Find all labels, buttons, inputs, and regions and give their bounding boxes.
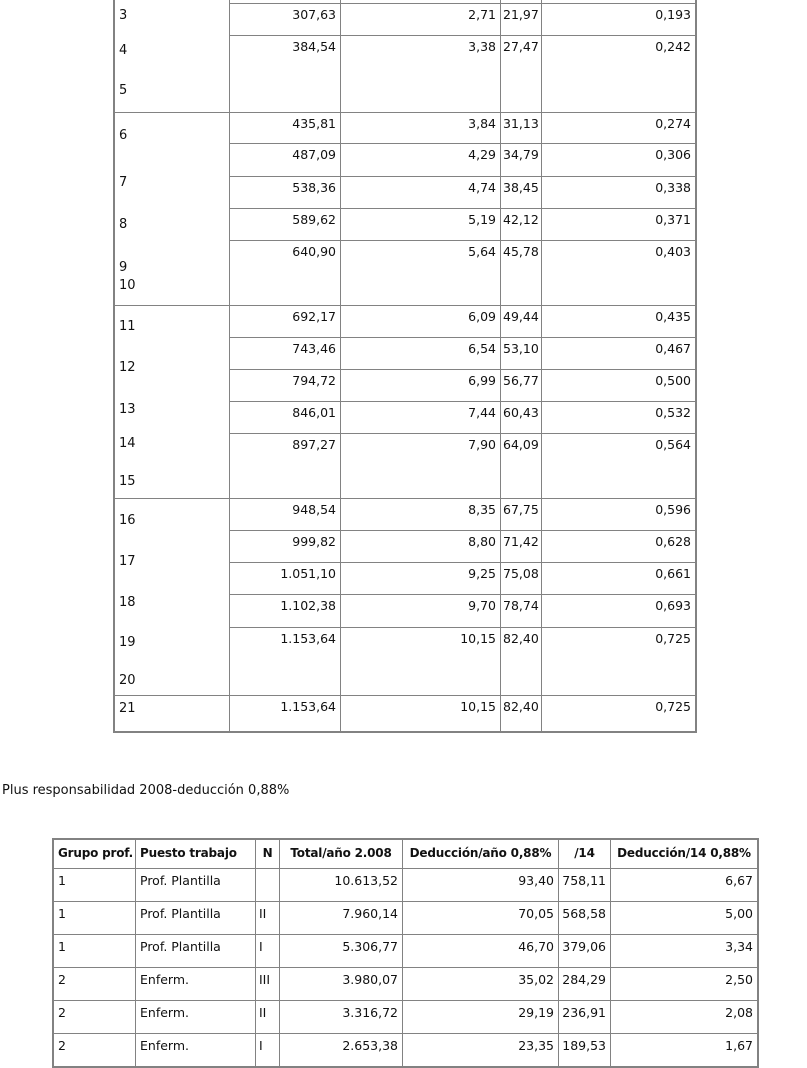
trienios-cell: 10,15 [340, 628, 500, 695]
trienios-row [230, 531, 695, 563]
trienios-cell: 6,54 [340, 338, 500, 369]
trienios-row-number: 16 [119, 513, 136, 528]
trienios-group [115, 0, 695, 112]
trienios-cell: 1.102,38 [280, 598, 336, 613]
plus-table-row [54, 868, 757, 901]
trienios-rows [230, 499, 695, 695]
trienios-row [230, 595, 695, 628]
trienios-row-number-column [115, 306, 230, 498]
plus-table-header-cell: Deducción/14 0,88% [610, 840, 757, 868]
trienios-cell: 45,78 [500, 241, 541, 305]
trienios-cell: 82,40 [500, 696, 541, 731]
trienios-cell: 0,403 [541, 241, 695, 305]
trienios-cell: 49,44 [500, 306, 541, 337]
trienios-cell: 435,81 [292, 116, 336, 131]
plus-table-cell: 35,02 [402, 968, 558, 1000]
trienios-row-number: 7 [119, 175, 128, 190]
trienios-cell: 7,90 [340, 434, 500, 498]
plus-table-cell: 5.306,77 [279, 935, 402, 967]
trienios-cell: 1.051,10 [280, 566, 336, 581]
trienios-rows [230, 113, 695, 305]
trienios-cell: 538,36 [292, 180, 336, 195]
trienios-cell: 0,693 [541, 595, 695, 627]
trienios-row-number: 6 [119, 128, 128, 143]
plus-table-cell [255, 869, 279, 901]
trienios-row-number: 4 [119, 43, 128, 58]
plus-table-cell: Prof. Plantilla [135, 902, 255, 934]
trienios-cell: 0,725 [541, 696, 695, 731]
plus-table [52, 838, 759, 1068]
plus-table-cell: 6,67 [610, 869, 757, 901]
trienios-cell: 846,01 [292, 405, 336, 420]
plus-table-cell: 568,58 [558, 902, 610, 934]
trienios-row-number-column [115, 499, 230, 695]
trienios-rows [230, 696, 695, 731]
trienios-row-number-column [115, 0, 230, 112]
trienios-cell: 53,10 [500, 338, 541, 369]
plus-table-cell: 1 [58, 873, 66, 888]
trienios-cell: 2,71 [340, 4, 500, 35]
trienios-row-number: 10 [119, 278, 136, 293]
trienios-group [115, 112, 695, 305]
trienios-row [230, 370, 695, 402]
plus-section-title: Plus responsabilidad 2008-deducción 0,88% [2, 783, 290, 798]
trienios-row-number: 15 [119, 474, 136, 489]
trienios-cell: 34,79 [500, 144, 541, 176]
trienios-row [230, 144, 695, 177]
trienios-row-number: 20 [119, 673, 136, 688]
plus-table-header-cell: Puesto trabajo [135, 840, 255, 868]
plus-table-header-cell: Grupo prof. [58, 846, 133, 860]
plus-table-cell: 46,70 [402, 935, 558, 967]
trienios-cell: 4,29 [340, 144, 500, 176]
trienios-cell: 27,47 [500, 36, 541, 112]
trienios-rows [230, 306, 695, 498]
trienios-cell: 0,371 [541, 209, 695, 240]
trienios-row-number: 13 [119, 402, 136, 417]
plus-table-cell: Enferm. [135, 968, 255, 1000]
trienios-cell: 0,564 [541, 434, 695, 498]
plus-table-cell: Prof. Plantilla [135, 935, 255, 967]
trienios-cell: 0,596 [541, 499, 695, 530]
plus-table-cell: 2.653,38 [279, 1034, 402, 1066]
trienios-cell: 999,82 [292, 534, 336, 549]
trienios-group [115, 695, 695, 731]
trienios-cell: 0,661 [541, 563, 695, 594]
trienios-cell: 589,62 [292, 212, 336, 227]
trienios-cell: 8,35 [340, 499, 500, 530]
trienios-row-number: 21 [119, 701, 136, 716]
trienios-cell: 9,25 [340, 563, 500, 594]
trienios-cell: 640,90 [292, 244, 336, 259]
plus-table-cell: 2,50 [610, 968, 757, 1000]
plus-table-cell: II [255, 902, 279, 934]
trienios-row [230, 628, 695, 695]
trienios-cell: 3,84 [340, 113, 500, 143]
trienios-row-number: 11 [119, 319, 136, 334]
plus-table-row [54, 1000, 757, 1033]
trienios-row-number-column [115, 696, 230, 731]
trienios-cell: 743,46 [292, 341, 336, 356]
trienios-cell: 60,43 [500, 402, 541, 433]
trienios-cell: 0,467 [541, 338, 695, 369]
trienios-cell: 0,193 [541, 4, 695, 35]
plus-table-cell: Enferm. [135, 1001, 255, 1033]
trienios-cell: 4,74 [340, 177, 500, 208]
trienios-cell: 78,74 [500, 595, 541, 627]
trienios-row [230, 36, 695, 112]
plus-table-row [54, 967, 757, 1000]
plus-table-cell: 379,06 [558, 935, 610, 967]
trienios-row-number: 8 [119, 217, 128, 232]
trienios-row-number: 17 [119, 554, 136, 569]
plus-table-cell: 3,34 [610, 935, 757, 967]
plus-table-cell: II [255, 1001, 279, 1033]
trienios-cell: 948,54 [292, 502, 336, 517]
trienios-cell: 71,42 [500, 531, 541, 562]
trienios-cell: 7,44 [340, 402, 500, 433]
trienios-group [115, 305, 695, 498]
trienios-cell: 0,274 [541, 113, 695, 143]
plus-table-cell: 70,05 [402, 902, 558, 934]
trienios-row [230, 434, 695, 498]
trienios-row-number: 9 [119, 260, 128, 275]
trienios-cell: 5,64 [340, 241, 500, 305]
trienios-cell: 42,12 [500, 209, 541, 240]
trienios-row [230, 241, 695, 305]
trienios-row-number: 18 [119, 595, 136, 610]
plus-table-cell: 1 [58, 939, 66, 954]
trienios-cell: 384,54 [292, 39, 336, 54]
plus-table-cell: III [255, 968, 279, 1000]
plus-table-cell: 236,91 [558, 1001, 610, 1033]
trienios-row-number: 19 [119, 635, 136, 650]
trienios-row [230, 338, 695, 370]
trienios-cell: 0,532 [541, 402, 695, 433]
trienios-row [230, 4, 695, 36]
plus-table-cell: 3.316,72 [279, 1001, 402, 1033]
plus-table-cell: 29,19 [402, 1001, 558, 1033]
trienios-cell: 6,99 [340, 370, 500, 401]
trienios-cell: 487,09 [292, 147, 336, 162]
trienios-row-number: 14 [119, 436, 136, 451]
trienios-cell: 0,500 [541, 370, 695, 401]
trienios-row [230, 209, 695, 241]
plus-table-cell: 2,08 [610, 1001, 757, 1033]
trienios-cell: 9,70 [340, 595, 500, 627]
plus-table-header-cell: /14 [558, 840, 610, 868]
trienios-cell: 794,72 [292, 373, 336, 388]
plus-table-cell: 7.960,14 [279, 902, 402, 934]
trienios-row [230, 113, 695, 144]
plus-table-cell: 758,11 [558, 869, 610, 901]
trienios-cell: 0,338 [541, 177, 695, 208]
trienios-cell: 0,306 [541, 144, 695, 176]
trienios-cell: 67,75 [500, 499, 541, 530]
plus-table-cell: 5,00 [610, 902, 757, 934]
trienios-row [230, 499, 695, 531]
plus-table-row [54, 1033, 757, 1066]
trienios-cell: 64,09 [500, 434, 541, 498]
trienios-cell: 0,242 [541, 36, 695, 112]
plus-table-cell: Enferm. [135, 1034, 255, 1066]
trienios-cell: 8,80 [340, 531, 500, 562]
trienios-row [230, 402, 695, 434]
trienios-table [113, 0, 697, 733]
trienios-cell: 1.153,64 [280, 699, 336, 714]
trienios-cell: 75,08 [500, 563, 541, 594]
plus-table-cell: 1,67 [610, 1034, 757, 1066]
trienios-row-number: 12 [119, 360, 136, 375]
trienios-row-number: 3 [119, 8, 128, 23]
plus-table-cell: 3.980,07 [279, 968, 402, 1000]
plus-table-header-cell: N [255, 840, 279, 868]
trienios-row [230, 177, 695, 209]
trienios-cell: 307,63 [292, 7, 336, 22]
trienios-cell: 38,45 [500, 177, 541, 208]
plus-table-cell: 10.613,52 [279, 869, 402, 901]
trienios-row [230, 306, 695, 338]
trienios-cell: 3,38 [340, 36, 500, 112]
trienios-group [115, 498, 695, 695]
trienios-row-number-column [115, 113, 230, 305]
trienios-rows [230, 0, 695, 112]
plus-table-cell: 2 [58, 1038, 66, 1053]
plus-table-cell: 189,53 [558, 1034, 610, 1066]
trienios-cell: 0,725 [541, 628, 695, 695]
plus-table-cell: 93,40 [402, 869, 558, 901]
trienios-cell: 1.153,64 [280, 631, 336, 646]
plus-table-cell: I [255, 935, 279, 967]
trienios-cell: 21,97 [500, 4, 541, 35]
trienios-cell: 0,435 [541, 306, 695, 337]
plus-table-cell: 284,29 [558, 968, 610, 1000]
trienios-cell: 82,40 [500, 628, 541, 695]
trienios-cell: 5,19 [340, 209, 500, 240]
plus-table-row [54, 901, 757, 934]
trienios-cell: 692,17 [292, 309, 336, 324]
trienios-row [230, 563, 695, 595]
trienios-cell: 31,13 [500, 113, 541, 143]
trienios-row-number: 5 [119, 83, 128, 98]
plus-table-header-row [54, 840, 757, 868]
plus-table-header-cell: Deducción/año 0,88% [402, 840, 558, 868]
trienios-cell: 0,628 [541, 531, 695, 562]
plus-table-cell: 2 [58, 1005, 66, 1020]
plus-table-cell: 2 [58, 972, 66, 987]
trienios-cell: 56,77 [500, 370, 541, 401]
plus-table-cell: 23,35 [402, 1034, 558, 1066]
trienios-cell: 897,27 [292, 437, 336, 452]
plus-table-row [54, 934, 757, 967]
trienios-cell: 6,09 [340, 306, 500, 337]
plus-table-cell: I [255, 1034, 279, 1066]
plus-table-cell: 1 [58, 906, 66, 921]
plus-table-header-cell: Total/año 2.008 [279, 840, 402, 868]
trienios-cell: 10,15 [340, 696, 500, 731]
plus-table-cell: Prof. Plantilla [135, 869, 255, 901]
trienios-row [230, 696, 695, 731]
